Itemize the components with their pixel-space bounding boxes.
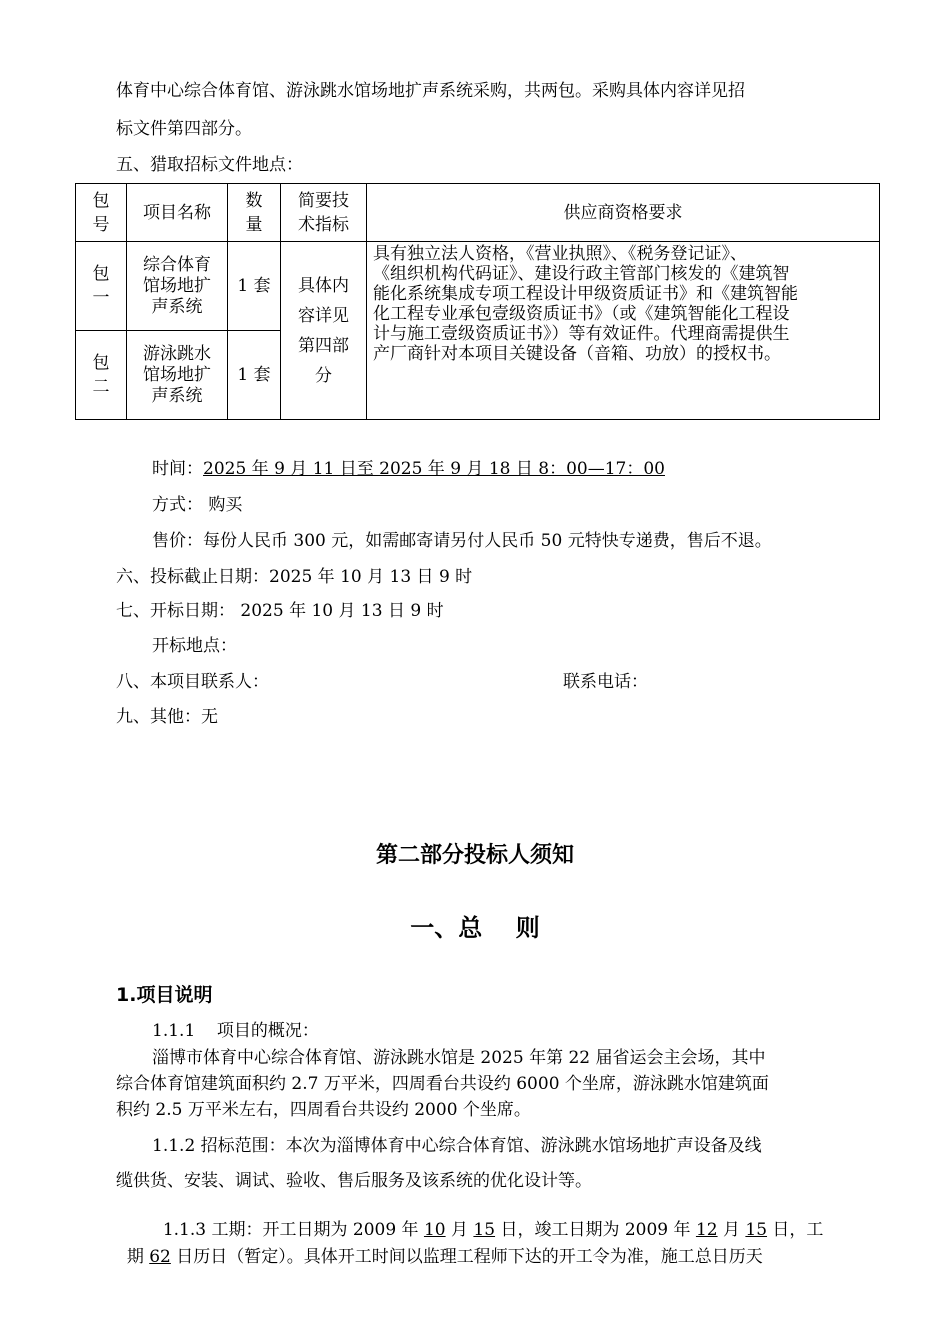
intro-line-1: 体育中心综合体育馆、游泳跳水馆场地扩声系统采购，共两包。采购具体内容详见招	[116, 81, 745, 101]
package-cell: 包 二	[76, 331, 127, 420]
para-1-1-1-line-2: 综合体育馆建筑面积约 2.7 万平米，四周看台共设约 6000 个坐席，游泳跳水馆建筑面	[116, 1074, 769, 1094]
contact-line: 八、本项目联系人：	[116, 672, 269, 692]
part-title: 第二部分投标人须知	[375, 843, 574, 868]
opening-place-line: 开标地点：	[152, 636, 237, 656]
package-table	[75, 183, 880, 420]
other-line: 九、其他：无	[116, 707, 218, 727]
header-spec: 简要技 术指标	[281, 184, 367, 242]
para-1-1-1-label: 1.1.1 项目的概况：	[152, 1021, 319, 1041]
opening-date-line: 七、开标日期： 2025 年 10 月 13 日 9 时	[116, 601, 444, 621]
method-line: 方式： 购买	[152, 495, 243, 515]
section-5-heading: 五、猎取招标文件地点：	[116, 155, 303, 175]
para-1-1-1-line-1: 淄博市体育中心综合体育馆、游泳跳水馆是 2025 年第 22 届省运会主会场，其中	[152, 1048, 766, 1068]
para-1-1-3-line-1: 1.1.3 工期：开工日期为 2009 年 10 月 15 日，竣工日期为 2009 年 12 月 15 日，工	[162, 1220, 824, 1240]
spec-cell: 具体内 容详见 第四部 分	[281, 242, 367, 420]
name-cell: 游泳跳水 馆场地扩 声系统	[127, 331, 228, 420]
table-row	[76, 242, 880, 331]
header-name: 项目名称	[127, 184, 228, 242]
header-requirements: 供应商资格要求	[367, 184, 880, 242]
qty-cell: 1 套	[228, 331, 281, 420]
name-cell: 综合体育 馆场地扩 声系统	[127, 242, 228, 331]
qty-cell: 1 套	[228, 242, 281, 331]
header-package: 包 号	[76, 184, 127, 242]
para-1-1-3-line-2: 期 62 日历日（暂定）。具体开工时间以监理工程师下达的开工令为准，施工总日历天	[126, 1247, 763, 1267]
para-1-1-2-line-1: 1.1.2 招标范围：本次为淄博体育中心综合体育馆、游泳跳水馆场地扩声设备及线	[152, 1136, 762, 1156]
header-qty: 数 量	[228, 184, 281, 242]
price-line: 售价：每份人民币 300 元，如需邮寄请另付人民币 50 元特快专递费，售后不退。	[152, 531, 772, 551]
package-cell: 包 一	[76, 242, 127, 331]
chapter-title: 一、总 则	[410, 914, 540, 942]
time-line: 时间：2025 年 9 月 11 日至 2025 年 9 月 18 日 8：00—17：00	[152, 459, 665, 479]
para-1-1-2-line-2: 缆供货、安装、调试、验收、售后服务及该系统的优化设计等。	[116, 1171, 592, 1191]
intro-line-2: 标文件第四部分。	[116, 119, 252, 139]
para-1-1-1-line-3: 积约 2.5 万平米左右，四周看台共设约 2000 个坐席。	[116, 1100, 531, 1120]
phone-line: 联系电话：	[563, 672, 648, 692]
deadline-line: 六、投标截止日期：2025 年 10 月 13 日 9 时	[116, 567, 473, 587]
requirements-cell: 具有独立法人资格，《营业执照》、《税务登记证》、 《组织机构代码证》、建设行政主管部门核发的《建筑智 能化系统集成专项工程设计甲级资质证书》和《建筑智能 化工程专业承包壹级资质证书》（或《建筑智能化工程设 计与施工壹级资质证书》）等有效证件。代理商需提供生 产厂商针对本项目关键设备（音箱、功放）的授权书。	[367, 242, 880, 420]
section-heading: 1.项目说明	[116, 984, 213, 1006]
